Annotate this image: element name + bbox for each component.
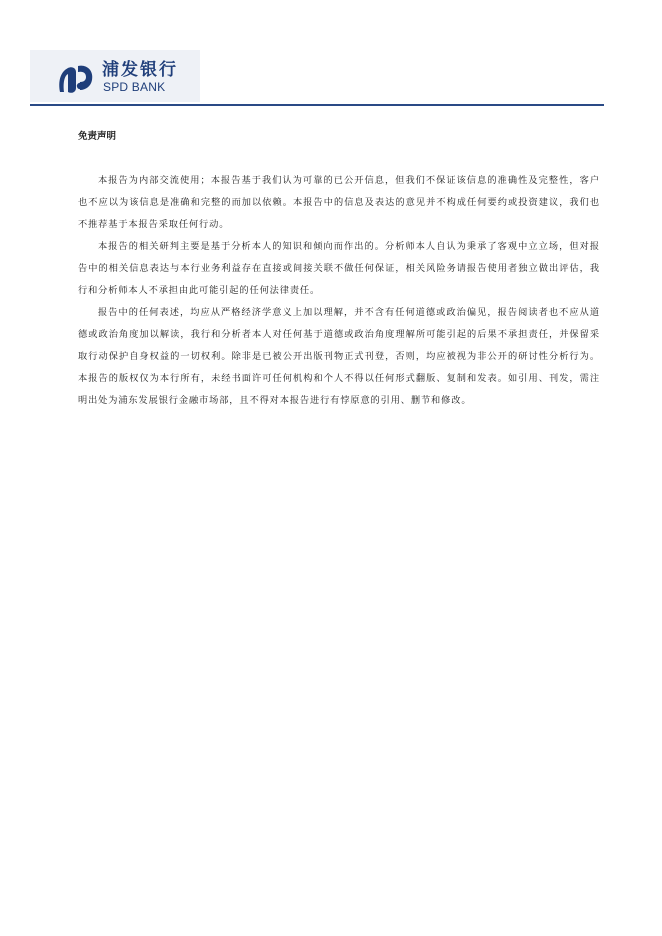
document-body [78, 170, 600, 412]
document-title: 免责声明 [78, 131, 117, 142]
header-divider [30, 104, 604, 106]
page-header [0, 0, 662, 108]
spd-bank-logo-icon [56, 62, 96, 96]
logo-chinese-name: 浦发银行 [102, 60, 178, 80]
paragraph-2: 本报告的相关研判主要是基于分析本人的知识和倾向而作出的。分析师本人自认为秉承了客观中立立场，但对报告中的相关信息表达与本行业务利益存在直接或间接关联不做任何保证，相关风险务请报告使用者独立做出评估，我行和分析师本人不承担由此可能引起的任何法律责任。 [78, 241, 600, 296]
logo-english-name: SPD BANK [103, 80, 166, 94]
paragraph-3: 报告中的任何表述，均应从严格经济学意义上加以理解，并不含有任何道德或政治偏见，报告阅读者也不应从道德或政治角度加以解读，我行和分析者本人对任何基于道德或政治角度理解所可能引起的后果不承担责任，并保留采取行动保护自身权益的一切权利。除非是已被公开出版刊物正式刊登，否则，均应被视为非公开的研讨性分析行为。本报告的版权仅为本行所有，未经书面许可任何机构和个人不得以任何形式翻版、复制和发表。如引用、刊发，需注明出处为浦东发展银行金融市场部，且不得对本报告进行有悖原意的引用、删节和修改。 [78, 307, 600, 406]
paragraph-1: 本报告为内部交流使用；本报告基于我们认为可靠的已公开信息，但我们不保证该信息的准确性及完整性，客户也不应以为该信息是准确和完整的而加以依赖。本报告中的信息及表达的意见并不构成任何要约或投资建议，我们也不推荐基于本报告采取任何行动。 [78, 175, 600, 230]
